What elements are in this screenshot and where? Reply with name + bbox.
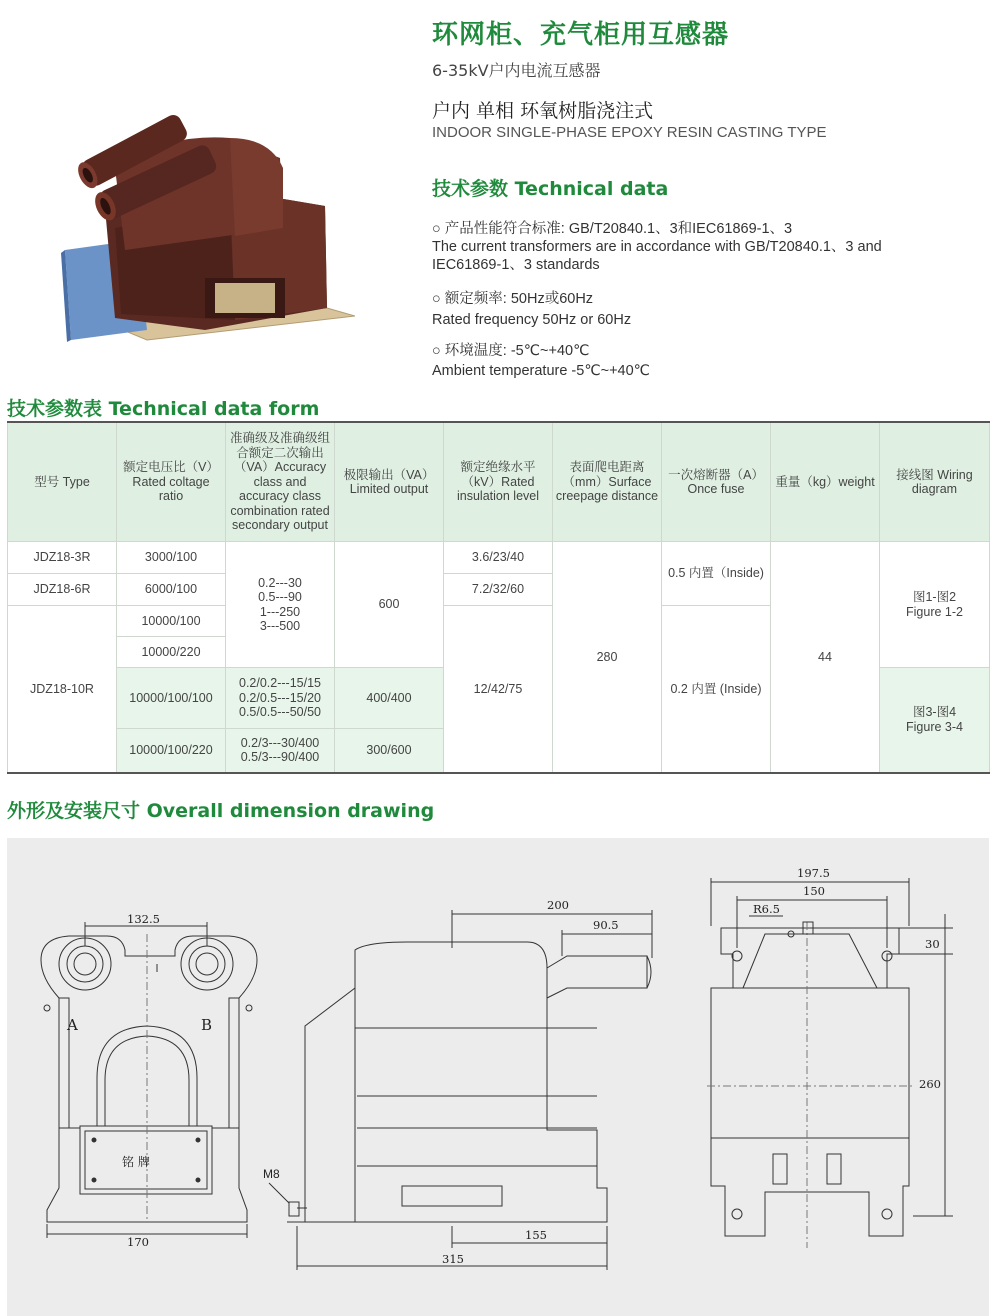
header-limited-output: 极限输出（VA）Limited output: [335, 422, 444, 542]
header-wiring: 接线图 Wiring diagram: [880, 422, 990, 542]
dim-front-bottom: 170: [127, 1235, 149, 1249]
spec-temperature-en: Ambient temperature -5℃~+40℃: [432, 363, 650, 379]
dim-end-260: 260: [919, 1077, 941, 1091]
header-fuse: 一次熔断器（A）Once fuse: [662, 422, 771, 542]
fuse-cell: 0.5 内置（Inside): [662, 542, 771, 606]
accuracy-cell: 0.2/0.2---15/15 0.2/0.5---15/20 0.5/0.5---50/50: [226, 668, 335, 729]
accuracy-cell: 0.2---30 0.5---90 1---250 3---500: [226, 542, 335, 668]
ratio-cell: 10000/100/100: [117, 668, 226, 729]
ratio-cell: 10000/100/220: [117, 729, 226, 773]
header-weight: 重量（kg）weight: [771, 422, 880, 542]
dim-side-90-5: 90.5: [593, 918, 619, 932]
dim-side-315: 315: [442, 1252, 464, 1266]
spec-frequency-cn: ○ 额定频率: 50Hz或60Hz: [432, 291, 594, 307]
spec-frequency-en: Rated frequency 50Hz or 60Hz: [432, 312, 632, 328]
creepage-cell: 280: [553, 542, 662, 773]
product-type-cn: 户内 单相 环氧树脂浇注式: [432, 100, 654, 122]
product-photo: [55, 78, 355, 363]
table-heading: 技术参数表 Technical data form: [7, 398, 320, 420]
spec-standard-cn: ○ 产品性能符合标准: GB/T20840.1、3和IEC61869-1、3: [432, 221, 793, 237]
dim-side-155: 155: [525, 1228, 547, 1242]
fuse-cell: 0.2 内置 (Inside): [662, 606, 771, 773]
technical-data-heading: 技术参数 Technical data: [432, 178, 669, 200]
header-creepage: 表面爬电距离（mm）Surface creepage distance: [553, 422, 662, 542]
ratio-cell: 3000/100: [117, 542, 226, 574]
page-subtitle: 6-35kV户内电流互感器: [432, 61, 601, 80]
table-header-row: [8, 422, 990, 542]
header-insulation: 额定绝缘水平（kV）Rated insulation level: [444, 422, 553, 542]
insulation-cell: 12/42/75: [444, 606, 553, 773]
spec-standard-en: The current transformers are in accordance with GB/T20840.1、3 and IEC61869-1、3 standards: [432, 239, 882, 273]
type-cell: JDZ18-10R: [8, 606, 117, 773]
spec-temperature-cn: ○ 环境温度: -5℃~+40℃: [432, 343, 590, 359]
type-cell: JDZ18-3R: [8, 542, 117, 574]
wiring-cell: 图3-图4 Figure 3-4: [880, 668, 990, 773]
terminal-b-label: B: [201, 1016, 213, 1034]
wiring-cell: 图1-图2 Figure 1-2: [880, 542, 990, 668]
dim-side-200: 200: [547, 898, 569, 912]
weight-cell: 44: [771, 542, 880, 773]
side-view: [269, 910, 652, 1270]
product-type-en: INDOOR SINGLE-PHASE EPOXY RESIN CASTING TYPE: [432, 124, 827, 141]
header-accuracy: 准确级及准确级组合额定二次输出（VA）Accuracy class and accuracy class combination rated secondary output: [226, 422, 335, 542]
terminal-a-label: A: [67, 1016, 78, 1034]
ratio-cell: 10000/100: [117, 606, 226, 637]
drawing-heading: 外形及安装尺寸 Overall dimension drawing: [7, 800, 435, 822]
nameplate-label: 铭 牌: [122, 1155, 150, 1169]
header-type: 型号 Type: [8, 422, 117, 542]
type-cell: JDZ18-6R: [8, 574, 117, 606]
insulation-cell: 7.2/32/60: [444, 574, 553, 606]
end-view: [707, 878, 953, 1248]
header-ratio: 额定电压比（V）Rated coltage ratio: [117, 422, 226, 542]
dim-end-30: 30: [925, 937, 940, 951]
limited-output-cell: 400/400: [335, 668, 444, 729]
dimension-drawing: [7, 838, 989, 1316]
front-view: [41, 922, 257, 1238]
ratio-cell: 10000/220: [117, 637, 226, 668]
accuracy-cell: 0.2/3---30/400 0.5/3---90/400: [226, 729, 335, 773]
dim-end-197-5: 197.5: [797, 866, 830, 880]
ratio-cell: 6000/100: [117, 574, 226, 606]
table-row: [8, 542, 990, 574]
limited-output-cell: 300/600: [335, 729, 444, 773]
page-title: 环网柜、充气柜用互感器: [432, 20, 730, 50]
technical-data-table: [7, 421, 990, 774]
insulation-cell: 3.6/23/40: [444, 542, 553, 574]
dim-end-r6-5: R6.5: [753, 902, 780, 916]
bolt-label: M8: [263, 1167, 280, 1181]
dim-end-150: 150: [803, 884, 825, 898]
dim-front-top: 132.5: [127, 912, 160, 926]
limited-output-cell: 600: [335, 542, 444, 668]
